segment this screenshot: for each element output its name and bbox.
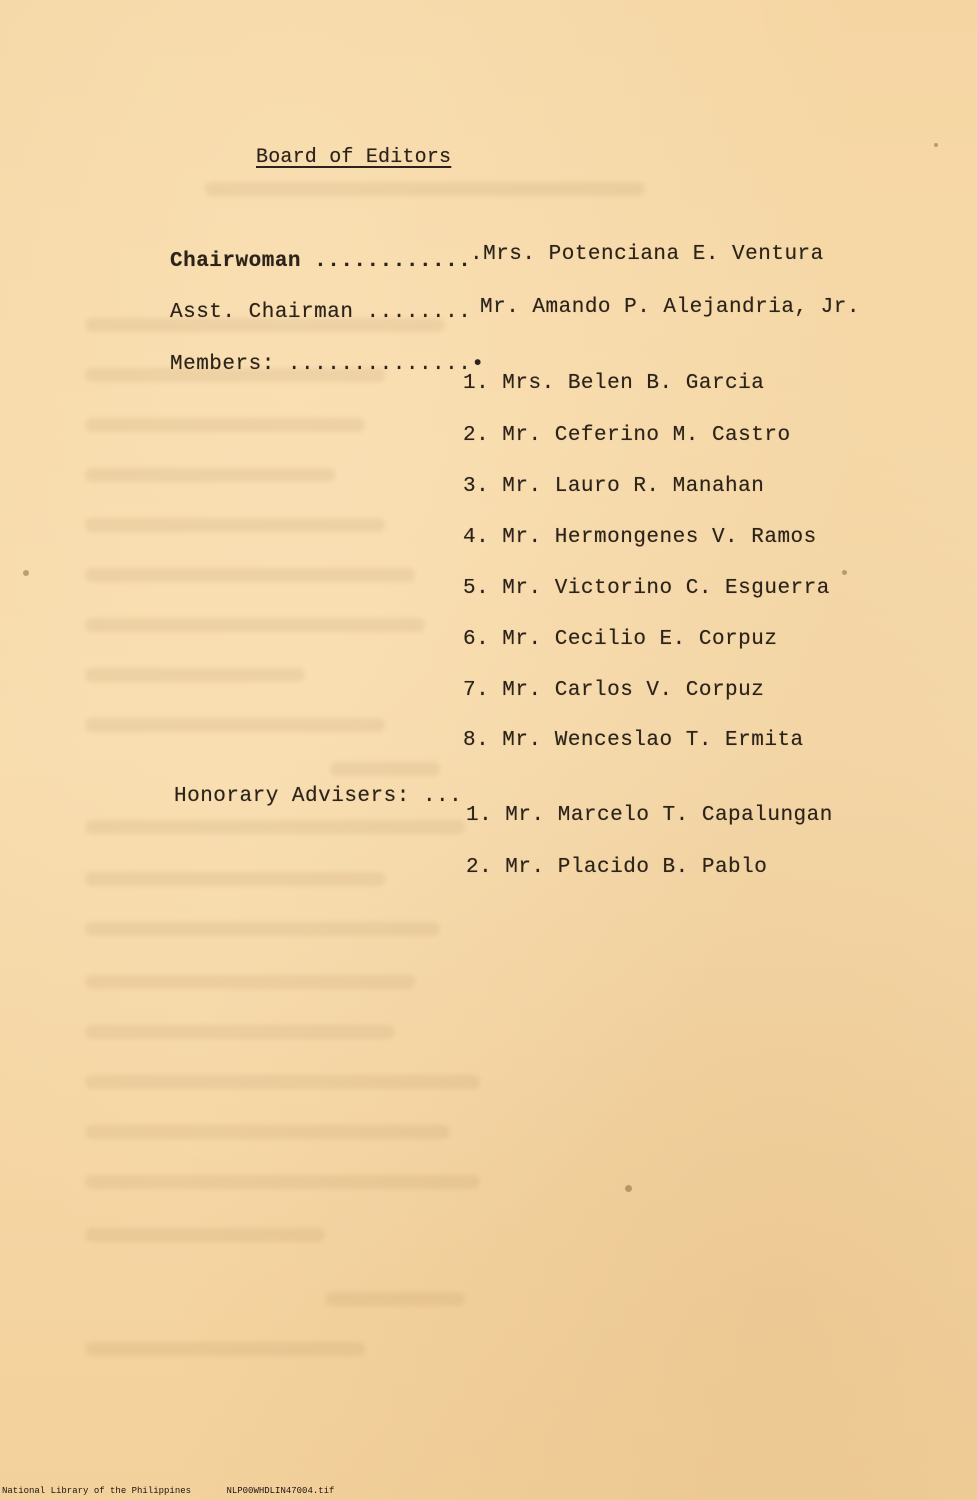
member-item: 3. Mr. Lauro R. Manahan xyxy=(463,475,765,498)
chairwoman-label: Chairwoman ............ xyxy=(170,250,472,273)
advisers-label: Honorary Advisers: ... xyxy=(174,785,463,808)
member-item: 7. Mr. Carlos V. Corpuz xyxy=(463,679,765,702)
member-item: 2. Mr. Ceferino M. Castro xyxy=(463,424,791,447)
member-item: 6. Mr. Cecilio E. Corpuz xyxy=(463,628,778,651)
footer-file-id: NLP00WHDLIN47004.tif xyxy=(226,1486,335,1496)
member-item: 4. Mr. Hermongenes V. Ramos xyxy=(463,526,817,549)
footer-library: National Library of the Philippines xyxy=(2,1486,192,1496)
members-label: Members: ..............• xyxy=(170,353,485,376)
asst-chairman-name: Mr. Amando P. Alejandria, Jr. xyxy=(480,296,860,319)
member-item: 5. Mr. Victorino C. Esguerra xyxy=(463,577,830,600)
chairwoman-name: .Mrs. Potenciana E. Ventura xyxy=(470,243,824,266)
document-heading: Board of Editors xyxy=(256,146,452,169)
member-item: 1. Mrs. Belen B. Garcia xyxy=(463,372,765,395)
adviser-item: 1. Mr. Marcelo T. Capalungan xyxy=(466,804,833,827)
member-item: 8. Mr. Wenceslao T. Ermita xyxy=(463,729,804,752)
asst-chairman-label: Asst. Chairman ........ xyxy=(170,301,472,324)
scan-footer xyxy=(2,1486,364,1496)
adviser-item: 2. Mr. Placido B. Pablo xyxy=(466,856,768,879)
